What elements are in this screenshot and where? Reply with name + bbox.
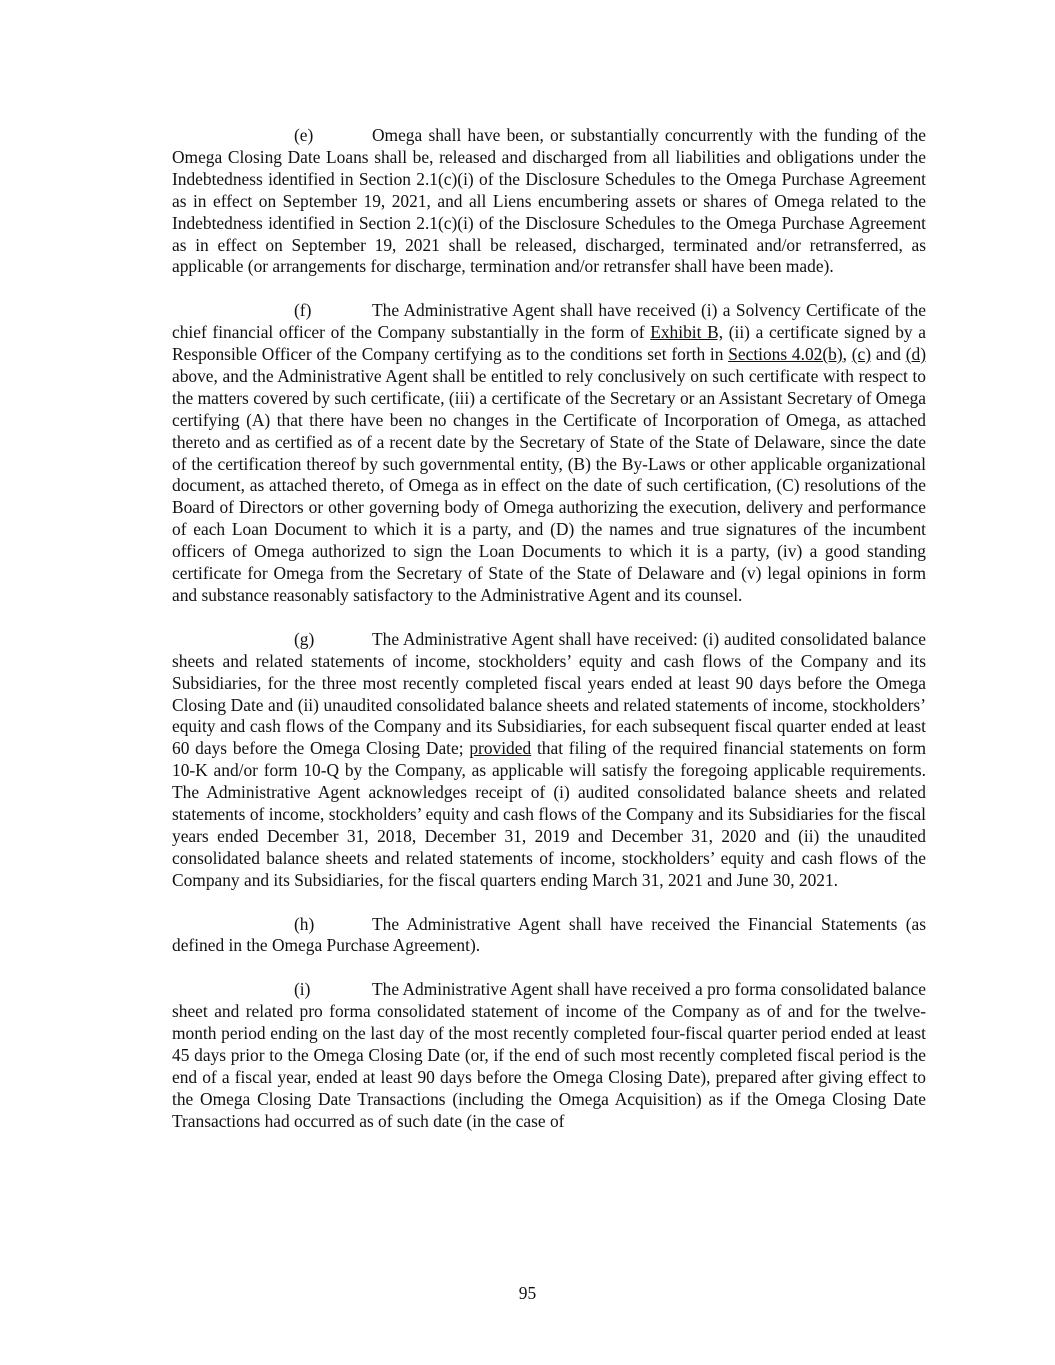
cross-reference-exhibit-b: Exhibit B, xyxy=(650,322,724,343)
paragraph-number: (i) xyxy=(294,979,311,1000)
paragraph-text: The Administrative Agent shall have received the Financial Statements (as defined in the Omega Purchase Agreement). xyxy=(172,913,926,956)
paragraph-number: (h) xyxy=(294,913,315,934)
paragraph-f xyxy=(172,300,926,607)
paragraph-e xyxy=(172,125,926,278)
paragraph-text: The Administrative Agent shall have received a pro forma consolidated balance sheet and related pro forma consolidated statement of income of the Company as of and for the twelve-month period ending on the last day of the most recently completed four-fiscal quarter period ended at least 45 days prior to the Omega Closing Date (or, if the end of such most recently completed fiscal period is the end of a fiscal year, ended at least 90 days before the Omega Closing Date), prepared after giving effect to the Omega Closing Date Transactions (including the Omega Acquisition) as if the Omega Closing Date Transactions had occurred as of such date (in the case of xyxy=(172,979,926,1131)
paragraph-text: and xyxy=(871,344,906,365)
defined-term-provided: provided xyxy=(469,738,532,759)
paragraph-text: Omega shall have been, or substantially concurrently with the funding of the Omega Closing Date Loans shall be, released and discharged from all liabilities and obligations under the Indebtedness identified in Section 2.1(c)(i) of the Disclosure Schedules to the Omega Purchase Agreement as in effect on September 19, 2021, and all Liens encumbering assets or shares of Omega related to the Indebtedness identified in Section 2.1(c)(i) of the Disclosure Schedules to the Omega Purchase Agreement as in effect on September 19, 2021 shall be released, discharged, terminated and/or retransferred, as applicable (or arrangements for discharge, termination and/or retransfer shall have been made). xyxy=(172,125,926,277)
paragraph-text: The Administrative Agent shall have received: (i) audited consolidated balance sheets and related statements of income, stockholders’ equity and cash flows of the Company and its Subsidiaries, for the three most recently completed fiscal years ended at least 90 days before the Omega Closing Date and (ii) unaudited consolidated balance sheets and related statements of income, stockholders’ equity and cash flows of the Company and its Subsidiaries, for each subsequent fiscal quarter ended at least 60 days before the Omega Closing Date; xyxy=(172,628,926,759)
paragraph-text: that filing of the required financial statements on form 10-K and/or form 10-Q by the Company, as applicable will satisfy the foregoing applicable requirements. The Administrative Agent acknowledges receipt of (i) audited consolidated balance sheets and related statements of income, stockholders’ equity and cash flows of the Company and its Subsidiaries for the fiscal years ended December 31, 2018, December 31, 2019 and December 31, 2020 and (ii) the unaudited consolidated balance sheets and related statements of income, stockholders’ equity and cash flows of the Company and its Subsidiaries, for the fiscal quarters ending March 31, 2021 and June 30, 2021. xyxy=(172,738,926,890)
cross-reference-c: (c) xyxy=(851,344,872,365)
paragraph-text: above, and the Administrative Agent shall be entitled to rely conclusively on such certificate with respect to the matters covered by such certificate, (iii) a certificate of the Secretary or an Assistant Secretary of Omega certifying (A) that there have been no changes in the Certificate of Incorporation of Omega, as attached thereto and as certified as of a recent date by the Secretary of State of the State of Delaware, since the date of the certification thereof by such governmental entity, (B) the By-Laws or other applicable organizational document, as attached thereto, of Omega as in effect on the date of such certification, (C) resolutions of the Board of Directors or other governing body of Omega authorizing the execution, delivery and performance of each Loan Document to which it is a party, and (D) the names and true signatures of the incumbent officers of Omega authorized to sign the Loan Documents to which it is a party, (iv) a good standing certificate for Omega from the Secretary of State of the State of Delaware and (v) legal opinions in form and substance reasonably satisfactory to the Administrative Agent and its counsel. xyxy=(172,365,926,606)
paragraph-text: , xyxy=(842,344,852,365)
document-page xyxy=(172,125,926,1155)
paragraph-text: The Administrative Agent shall have received (i) a Solvency Certificate of the chief financial officer of the Company substantially in the form of xyxy=(172,300,926,343)
paragraph-h xyxy=(172,914,926,958)
paragraph-text: (ii) a certificate signed by a Responsible Officer of the Company certifying as to the conditions set forth in xyxy=(172,322,926,365)
paragraph-number: (f) xyxy=(294,300,312,321)
paragraph-number: (g) xyxy=(294,628,315,649)
paragraph-number: (e) xyxy=(294,125,314,145)
cross-reference-d: (d) xyxy=(905,344,926,365)
paragraph-i xyxy=(172,979,926,1132)
page-number: 95 xyxy=(518,1283,537,1303)
cross-reference-section-4-02-b: Sections 4.02(b) xyxy=(728,344,843,365)
paragraph-g xyxy=(172,629,926,892)
